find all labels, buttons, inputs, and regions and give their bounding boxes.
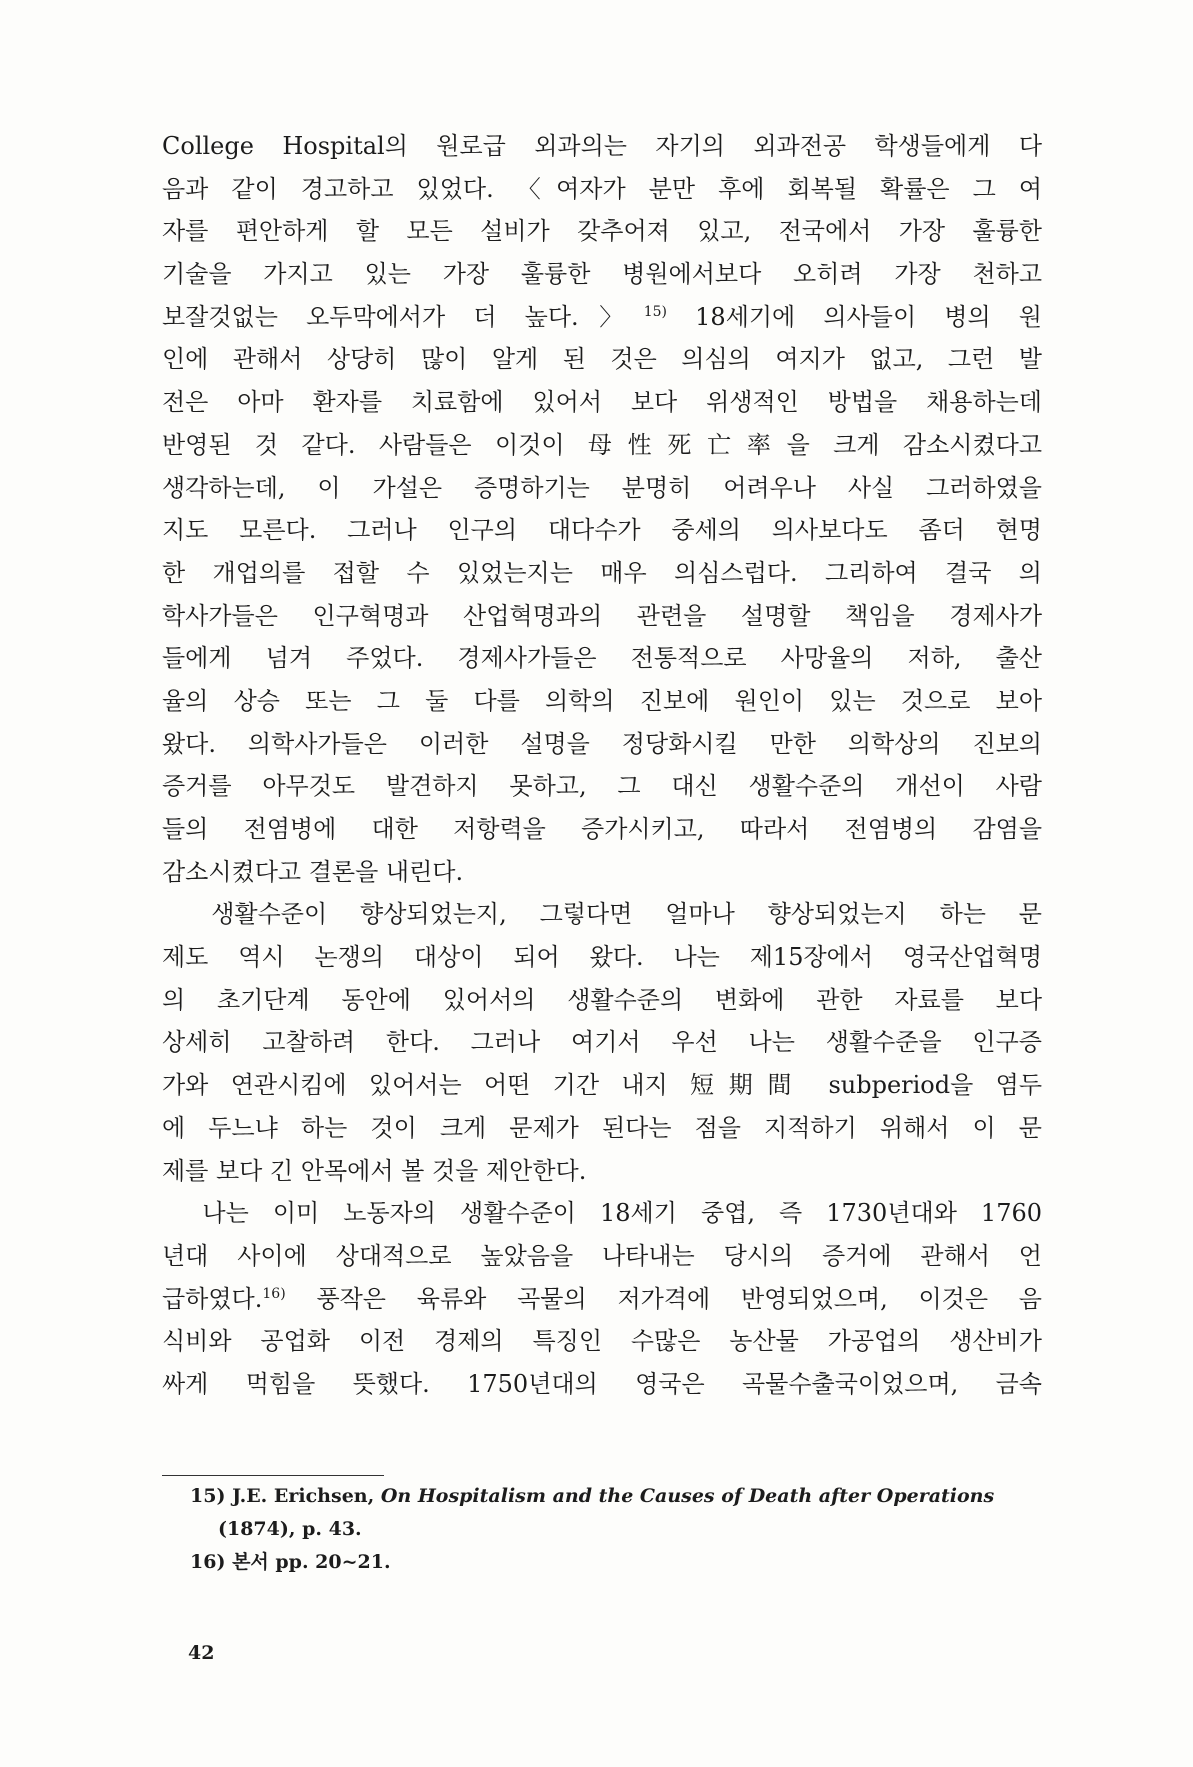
text-line-content: 전은 아마 환자를 치료함에 있어서 보다 위생적인 방법을 채용하는데 bbox=[162, 388, 1042, 417]
footnote-16 bbox=[190, 1546, 1042, 1579]
text-line bbox=[162, 552, 1042, 595]
footnote-15 bbox=[190, 1480, 1042, 1513]
text-line bbox=[162, 808, 1042, 851]
text-line-content: 제도 역시 논쟁의 대상이 되어 왔다. 나는 제15장에서 영국산업혁명 bbox=[162, 943, 1042, 972]
text-line-content: 자를 편안하게 할 모든 설비가 갖추어져 있고, 전국에서 가장 훌륭한 bbox=[162, 217, 1042, 246]
text-line bbox=[162, 893, 1042, 936]
text-line-content: 한 개업의를 접할 수 있었는지는 매우 의심스럽다. 그리하여 결국 의 bbox=[162, 558, 1042, 587]
footnote-15-continuation bbox=[190, 1513, 1042, 1546]
text-line-content: 생각하는데, 이 가설은 증명하기는 분명히 어려우나 사실 그러하였을 bbox=[162, 473, 1042, 502]
text-line-content: 가와 연관시킴에 있어서는 어떤 기간 내지 短期間 subperiod을 염두 bbox=[162, 1071, 1042, 1100]
text-line-content: 보잘것없는 오두막에서가 더 높다.〉 bbox=[162, 302, 644, 331]
text-line bbox=[162, 723, 1042, 766]
text-line-content: 생활수준이 향상되었는지, 그렇다면 얼마나 향상되었는지 하는 문 bbox=[162, 900, 1042, 929]
text-line bbox=[162, 1107, 1042, 1150]
text-line bbox=[162, 851, 1042, 894]
text-line bbox=[162, 1192, 1042, 1235]
text-line bbox=[162, 125, 1042, 168]
text-line-content: 증거를 아무것도 발견하지 못하고, 그 대신 생활수준의 개선이 사람 bbox=[162, 772, 1042, 801]
text-line-content: 인에 관해서 상당히 많이 알게 된 것은 의심의 여지가 없고, 그런 발 bbox=[162, 345, 1042, 374]
text-line bbox=[162, 296, 1042, 339]
text-line bbox=[162, 168, 1042, 211]
text-line-content: 나는 이미 노동자의 생활수준이 18세기 중엽, 즉 1730년대와 1760 bbox=[162, 1199, 1042, 1228]
text-line bbox=[162, 1064, 1042, 1107]
text-line-content: 의 초기단계 동안에 있어서의 생활수준의 변화에 관한 자료를 보다 bbox=[162, 985, 1042, 1014]
text-line bbox=[162, 680, 1042, 723]
text-line bbox=[162, 253, 1042, 296]
text-line bbox=[162, 1320, 1042, 1363]
footnote-16-label: 16) bbox=[190, 1551, 226, 1573]
text-line-content: 기술을 가지고 있는 가장 훌륭한 병원에서보다 오히려 가장 천하고 bbox=[162, 260, 1042, 289]
text-line-content: 학사가들은 인구혁명과 산업혁명과의 관련을 설명할 책임을 경제사가 bbox=[162, 601, 1042, 630]
text-line-content: 에 두느냐 하는 것이 크게 문제가 된다는 점을 지적하기 위해서 이 문 bbox=[162, 1113, 1042, 1142]
text-line bbox=[162, 979, 1042, 1022]
text-line bbox=[162, 1363, 1042, 1406]
text-line bbox=[162, 424, 1042, 467]
body-text bbox=[162, 125, 1042, 1406]
footnote-15-date-page: (1874), p. 43. bbox=[218, 1518, 362, 1540]
text-line-content: 제를 보다 긴 안목에서 볼 것을 제안한다. bbox=[162, 1156, 587, 1185]
text-line-content: 급하였다. bbox=[162, 1284, 263, 1313]
text-line-content: 반영된 것 같다. 사람들은 이것이 母性死亡率을 크게 감소시켰다고 bbox=[162, 430, 1042, 459]
text-line bbox=[162, 1235, 1042, 1278]
footnote-15-label: 15) bbox=[190, 1485, 226, 1507]
text-line-content: 년대 사이에 상대적으로 높았음을 나타내는 당시의 증거에 관해서 언 bbox=[162, 1241, 1042, 1270]
text-line-content: 왔다. 의학사가들은 이러한 설명을 정당화시킬 만한 의학상의 진보의 bbox=[162, 729, 1042, 758]
text-line-content: 들의 전염병에 대한 저항력을 증가시키고, 따라서 전염병의 감염을 bbox=[162, 815, 1042, 843]
text-line-content: 감소시켰다고 결론을 내린다. bbox=[162, 857, 464, 886]
text-line bbox=[162, 1021, 1042, 1064]
text-line bbox=[162, 1150, 1042, 1193]
text-line-content: 싸게 먹힘을 뜻했다. 1750년대의 영국은 곡물수출국이었으며, 금속 bbox=[162, 1369, 1042, 1398]
footnote-16-text: 본서 pp. 20~21. bbox=[232, 1551, 391, 1573]
footnote-rule bbox=[162, 1475, 384, 1476]
text-line-content: College Hospital의 원로급 외과의는 자기의 외과전공 학생들에게 다 bbox=[162, 132, 1042, 160]
text-line-content: 풍작은 육류와 곡물의 저가격에 반영되었으며, 이것은 음 bbox=[285, 1284, 1042, 1313]
text-line bbox=[162, 1278, 1042, 1321]
text-line-content: 상세히 고찰하려 한다. 그러나 여기서 우선 나는 생활수준을 인구증 bbox=[162, 1028, 1042, 1057]
footnote-15-author: J.E. Erichsen, bbox=[232, 1485, 375, 1507]
footnote-ref: 15) bbox=[643, 303, 667, 320]
footnote-15-title: On Hospitalism and the Causes of Death after Operations bbox=[380, 1485, 995, 1507]
text-line bbox=[162, 467, 1042, 510]
text-line-content: 들에게 넘겨 주었다. 경제사가들은 전통적으로 사망율의 저하, 출산 bbox=[162, 644, 1042, 673]
text-line bbox=[162, 595, 1042, 638]
text-line bbox=[162, 637, 1042, 680]
page-number: 42 bbox=[188, 1642, 215, 1664]
text-line bbox=[162, 765, 1042, 808]
footnote-ref: 16) bbox=[262, 1285, 286, 1302]
text-line bbox=[162, 210, 1042, 253]
text-line bbox=[162, 509, 1042, 552]
text-line bbox=[162, 381, 1042, 424]
text-line-content: 음과 같이 경고하고 있었다. 〈여자가 분만 후에 회복될 확률은 그 여 bbox=[162, 174, 1042, 203]
text-line-content: 지도 모른다. 그러나 인구의 대다수가 중세의 의사보다도 좀더 현명 bbox=[162, 516, 1042, 545]
footnotes bbox=[190, 1480, 1042, 1579]
text-line bbox=[162, 338, 1042, 381]
text-line-content: 율의 상승 또는 그 둘 다를 의학의 진보에 원인이 있는 것으로 보아 bbox=[162, 686, 1042, 715]
text-line-content: 18세기에 의사들이 병의 원 bbox=[667, 302, 1042, 331]
text-line bbox=[162, 936, 1042, 979]
text-line-content: 식비와 공업화 이전 경제의 특징인 수많은 농산물 가공업의 생산비가 bbox=[162, 1327, 1042, 1356]
